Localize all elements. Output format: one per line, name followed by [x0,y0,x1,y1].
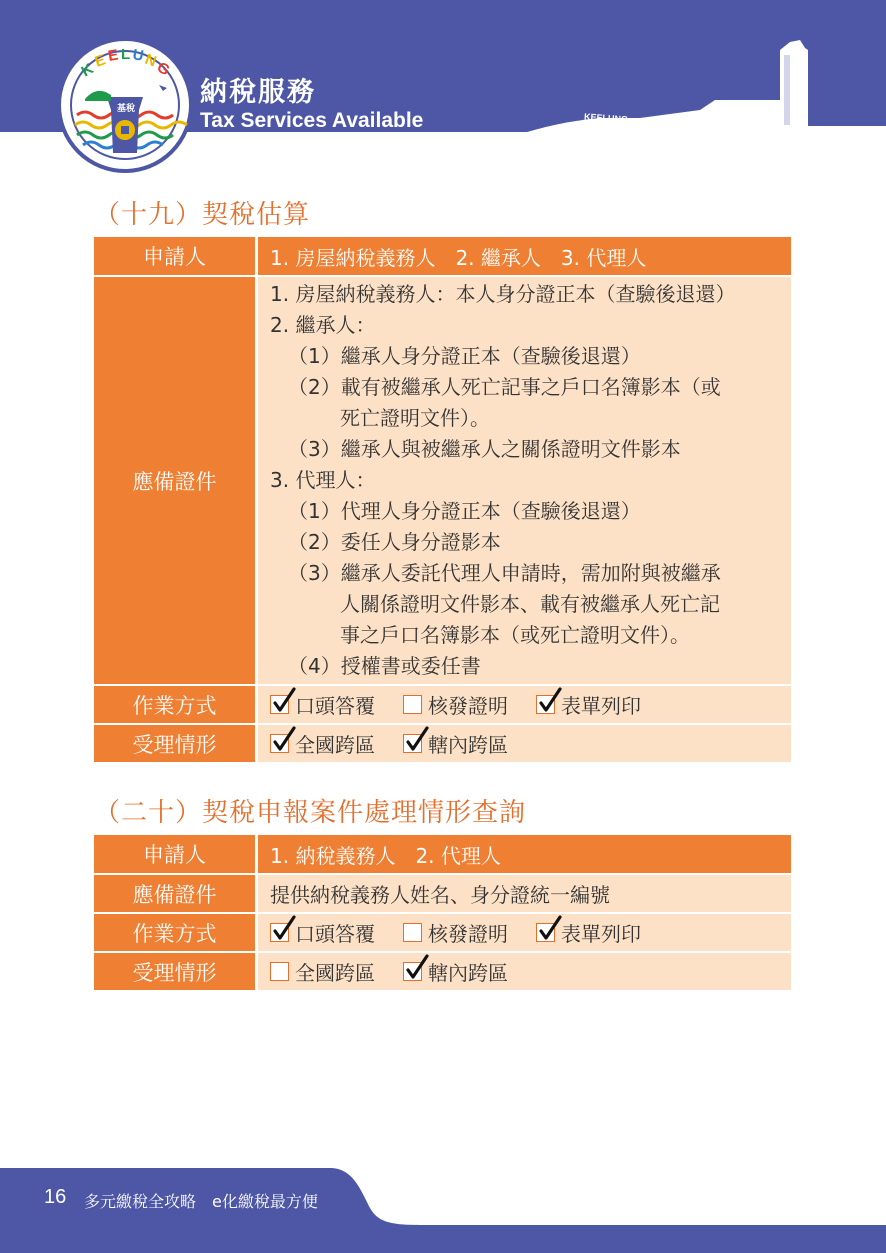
docs-line: （2）載有被繼承人死亡記事之戶口名簿影本（或 [288,375,721,399]
applicant-label: 申請人 [94,835,257,874]
docs-line: （1）繼承人身分證正本（查驗後退還） [288,344,641,368]
option-label: 口頭答覆 [295,922,375,946]
applicant-value: 1. 房屋納稅義務人 2. 繼承人 3. 代理人 [257,237,792,276]
skyline-label: KEELUNG [583,111,629,125]
check-icon [405,726,429,752]
header-title-zh: 納稅服務 [200,77,316,108]
scope-label: 受理情形 [94,952,257,991]
section20-table [94,835,791,992]
scope-option [403,729,508,758]
method-option [536,690,641,719]
table-row [94,724,791,763]
checkbox [403,695,422,714]
applicant-label: 申請人 [94,237,257,276]
table-row [94,913,791,952]
table-row [94,685,791,724]
option-label: 核發證明 [428,922,508,946]
docs-line: （2）委任人身分證影本 [288,530,501,554]
svg-text:L: L [121,46,131,63]
check-icon [405,954,429,980]
svg-text:U: U [131,46,145,65]
svg-text:E: E [106,46,120,65]
page-number: 16 [44,1186,67,1208]
check-icon [272,915,296,941]
table-row [94,835,791,874]
docs-cell [257,276,792,685]
page-header [0,0,886,190]
method-option [536,918,641,947]
method-option [403,690,508,719]
svg-text:E: E [92,51,108,71]
method-label: 作業方式 [94,913,257,952]
applicant-value: 1. 納稅義務人 2. 代理人 [257,835,792,874]
scope-label: 受理情形 [94,724,257,763]
docs-value: 提供納稅義務人姓名、身分證統一編號 [257,874,792,913]
scope-options [257,952,792,991]
section19-title: （十九）契稅估算 [94,200,311,230]
checkbox [403,923,422,942]
check-icon [272,726,296,752]
docs-line: 人關係證明文件影本、載有被繼承人死亡記 [340,592,720,616]
method-options [257,913,792,952]
option-label: 全國跨區 [295,961,375,985]
docs-line: 1. 房屋納稅義務人：本人身分證正本（查驗後退還） [270,282,736,306]
option-label: 表單列印 [561,922,641,946]
section20-title: （二十）契稅申報案件處理情形查詢 [94,798,527,828]
svg-text:G: G [154,58,173,80]
footer-text: 多元繳稅全攻略 e化繳稅最方便 [84,1192,318,1211]
option-label: 核發證明 [428,694,508,718]
docs-line: 死亡證明文件）。 [340,406,490,430]
table-row [94,952,791,991]
checkbox [270,923,289,942]
svg-text:N: N [142,50,159,71]
option-label: 轄內跨區 [428,961,508,985]
logo-stamp-text: 基稅 [117,104,136,114]
method-option [270,690,375,719]
docs-line: （1）代理人身分證正本（查驗後退還） [288,499,641,523]
checkbox [270,962,289,981]
scope-option [403,957,508,986]
docs-list [270,277,791,684]
method-option [270,918,375,947]
table-row [94,276,791,685]
docs-line: 3. 代理人： [270,468,376,492]
scope-option [270,957,375,986]
check-icon [272,687,296,713]
checkbox [536,923,555,942]
docs-line: 事之戶口名簿影本（或死亡證明文件）。 [340,623,690,647]
header-title-en: Tax Services Available [200,109,424,132]
checkbox [403,734,422,753]
docs-line: 2. 繼承人： [270,313,376,337]
docs-line: （4）授權書或委任書 [288,654,481,678]
svg-text:K: K [78,60,97,81]
method-option [403,918,508,947]
table-row [94,874,791,913]
docs-label: 應備證件 [94,276,257,685]
docs-line: （3）繼承人委託代理人申請時，需加附與被繼承 [288,561,721,585]
method-label: 作業方式 [94,685,257,724]
section19-table [94,237,791,764]
checkbox [270,734,289,753]
check-icon [538,687,562,713]
table-row [94,237,791,276]
checkbox [270,695,289,714]
method-options [257,685,792,724]
scope-options [257,724,792,763]
scope-option [270,729,375,758]
checkbox [536,695,555,714]
checkbox [403,962,422,981]
docs-line: （3）繼承人與被繼承人之關係證明文件影本 [288,437,681,461]
option-label: 轄內跨區 [428,733,508,757]
option-label: 表單列印 [561,694,641,718]
option-label: 全國跨區 [295,733,375,757]
check-icon [538,915,562,941]
option-label: 口頭答覆 [295,694,375,718]
docs-label: 應備證件 [94,874,257,913]
